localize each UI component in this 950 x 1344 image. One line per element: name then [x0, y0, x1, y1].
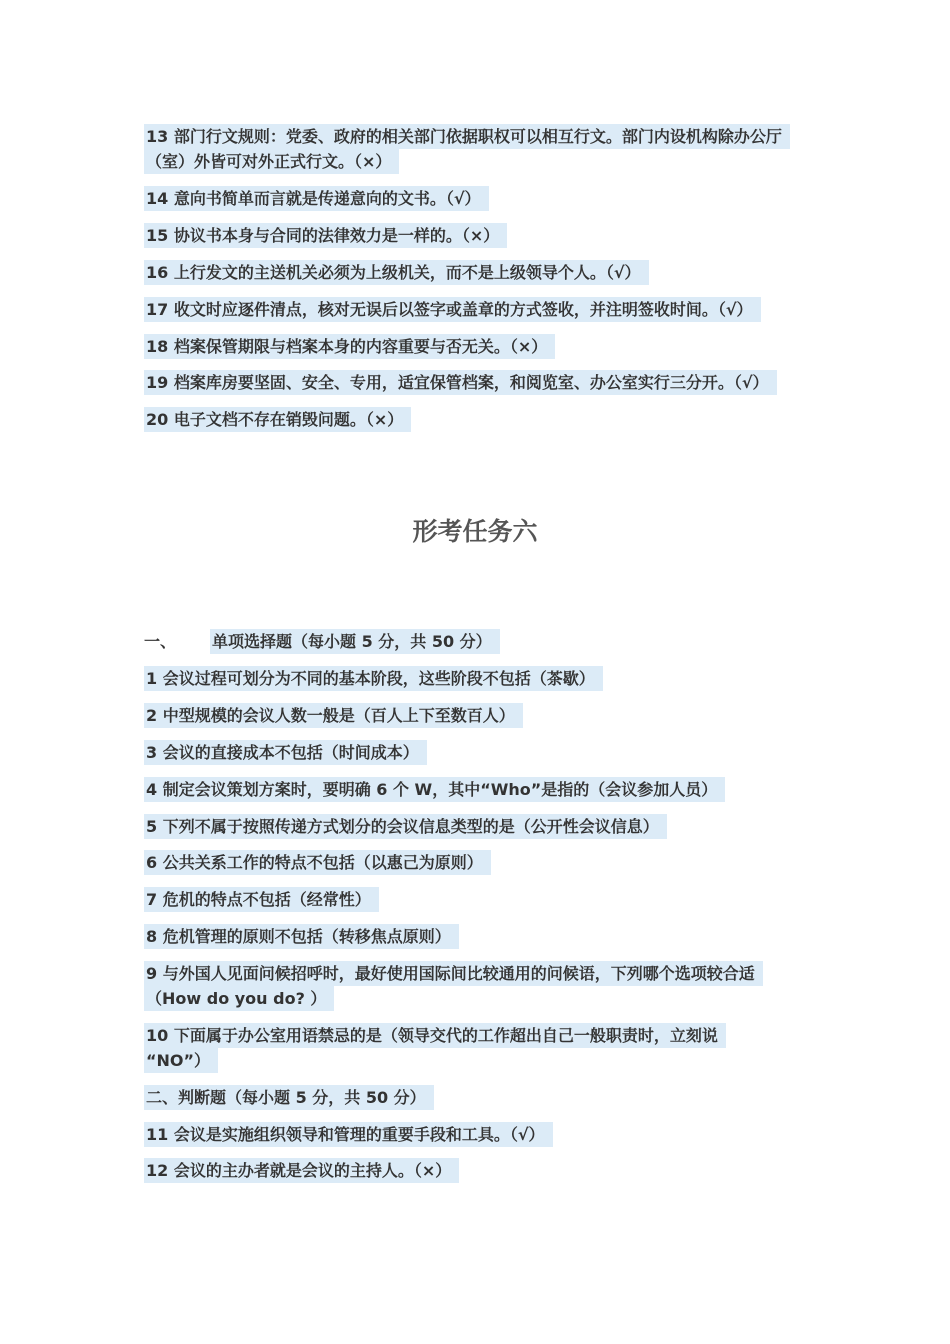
highlighted-text: 7 危机的特点不包括（经常性）: [144, 887, 379, 912]
highlighted-text: 13 部门行文规则：党委、政府的相关部门依据职权可以相互行文。部门内设机构除办公厅: [144, 124, 790, 149]
question-5: [144, 814, 667, 839]
highlighted-text: 9 与外国人见面问候招呼时，最好使用国际间比较通用的问候语，下列哪个选项较合适: [144, 961, 763, 986]
list-item-17: [144, 297, 761, 322]
highlighted-text: 19 档案库房要坚固、安全、专用，适宜保管档案，和阅览室、办公室实行三分开。（√）: [144, 370, 777, 395]
highlighted-text: 17 收文时应逐件清点，核对无误后以签字或盖章的方式签收，并注明签收时间。（√）: [144, 297, 761, 322]
list-item-14: [144, 186, 489, 211]
highlighted-text: 20 电子文档不存在销毁问题。（×）: [144, 407, 411, 432]
list-item-19: [144, 370, 777, 395]
list-item-18: [144, 334, 555, 359]
page-title: 形考任务六: [412, 517, 538, 546]
highlighted-text: 8 危机管理的原则不包括（转移焦点原则）: [144, 924, 459, 949]
highlighted-text: 1 会议过程可划分为不同的基本阶段，这些阶段不包括（茶歇）: [144, 666, 603, 691]
section-label: 单项选择题（每小题 5 分，共 50 分）: [210, 629, 500, 654]
highlighted-text: 5 下列不属于按照传递方式划分的会议信息类型的是（公开性会议信息）: [144, 814, 667, 839]
highlighted-text: 16 上行发文的主送机关必须为上级机关，而不是上级领导个人。（√）: [144, 260, 649, 285]
highlighted-text: 3 会议的直接成本不包括（时间成本）: [144, 740, 427, 765]
question-9-line1: [144, 961, 763, 986]
highlighted-text: 10 下面属于办公室用语禁忌的是（领导交代的工作超出自己一般职责时，立刻说: [144, 1023, 726, 1048]
highlighted-text: 2 中型规模的会议人数一般是（百人上下至数百人）: [144, 703, 523, 728]
highlighted-text: （室）外皆可对外正式行文。（×）: [144, 149, 399, 174]
list-item-15: [144, 223, 507, 248]
list-item-16: [144, 260, 649, 285]
judgment-12: [144, 1158, 459, 1183]
section-number: 一、: [144, 632, 177, 651]
highlighted-text: 6 公共关系工作的特点不包括（以惠己为原则）: [144, 850, 491, 875]
question-1: [144, 666, 603, 691]
list-item-13-line1: [144, 124, 790, 149]
question-3: [144, 740, 427, 765]
highlighted-text: （How do you do? ）: [144, 986, 334, 1011]
question-10-line1: [144, 1023, 726, 1048]
section-label: 二、判断题（每小题 5 分，共 50 分）: [144, 1085, 434, 1110]
question-10-line2: [144, 1048, 218, 1073]
question-4: [144, 777, 725, 802]
section-heading-2: [144, 1085, 434, 1110]
highlighted-text: 18 档案保管期限与档案本身的内容重要与否无关。（×）: [144, 334, 555, 359]
list-item-13-line2: [144, 149, 399, 174]
highlighted-text: “NO”）: [144, 1048, 218, 1073]
highlighted-text: 14 意向书简单而言就是传递意向的文书。（√）: [144, 186, 489, 211]
highlighted-text: 12 会议的主办者就是会议的主持人。（×）: [144, 1158, 459, 1183]
question-2: [144, 703, 523, 728]
question-6: [144, 850, 491, 875]
highlighted-text: 4 制定会议策划方案时，要明确 6 个 W，其中“Who”是指的（会议参加人员）: [144, 777, 725, 802]
list-item-20: [144, 407, 411, 432]
question-8: [144, 924, 459, 949]
question-9-line2: [144, 986, 334, 1011]
judgment-11: [144, 1122, 553, 1147]
section-heading-1: [144, 629, 500, 654]
highlighted-text: 11 会议是实施组织领导和管理的重要手段和工具。（√）: [144, 1122, 553, 1147]
highlighted-text: 15 协议书本身与合同的法律效力是一样的。（×）: [144, 223, 507, 248]
question-7: [144, 887, 379, 912]
